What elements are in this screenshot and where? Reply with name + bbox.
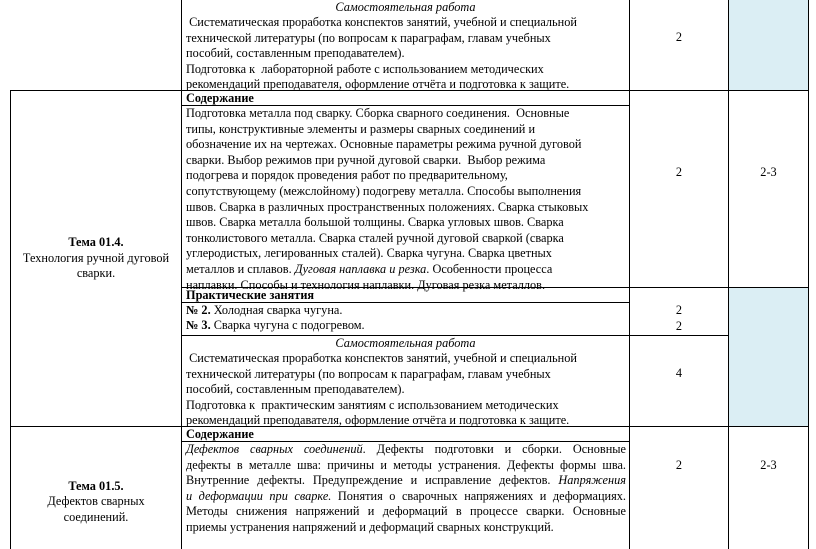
practice-text: Сварка чугуна с подогревом. [210, 318, 365, 332]
self-work-title: Самостоятельная работа [335, 0, 476, 14]
self-work-title: Самостоятельная работа [335, 336, 476, 350]
content-header: Содержание [186, 427, 254, 441]
italic-span: и деформации при сварке. [186, 488, 332, 503]
topic-title-line: сварки. [76, 266, 116, 281]
topic-cell-015 [11, 427, 181, 549]
italic-span: Дефектов сварных соединений [186, 442, 363, 456]
text-line: Подготовка металла под сварку. Сборка сварного соединения. Основные [186, 106, 570, 120]
content-header: Содержание [186, 91, 254, 105]
text-line: Систематическая проработка конспектов занятий, учебной и специальной [186, 15, 577, 29]
text-line: швов. Сварка металла большой толщины. Сварка угловых швов. Сварка [186, 215, 564, 230]
practice-text: Холодная сварка чугуна. [210, 303, 343, 317]
topic-cell-014 [11, 91, 181, 426]
text-line [186, 473, 626, 489]
text-line [186, 442, 626, 458]
text-span: Понятия о сварочных напряжениях и деформациях. [331, 488, 626, 503]
grid-line [181, 0, 182, 549]
italic-span: Напряжения [558, 473, 626, 488]
text-line [186, 262, 628, 278]
text-line: Систематическая проработка конспектов занятий, учебной и специальной [186, 351, 577, 365]
hours-cell [630, 303, 728, 334]
text-line: обозначение их на чертежах. Основные параметры режима ручной дуговой [186, 137, 582, 152]
hours-cell: 2 [675, 165, 683, 179]
text-line: рекомендаций преподавателя, оформление отчёта и подготовка к защите. [186, 77, 570, 92]
text-span: . Дефекты подготовки и сборки. Основные [362, 442, 626, 456]
level-cell: 2-3 [760, 458, 777, 472]
text-line: Подготовка к практическим занятиям с использованием методических [186, 397, 559, 412]
italic-span: Дуговая наплавка и резка [294, 261, 427, 276]
practice-header: Практические занятия [186, 288, 315, 302]
text-span: Внутренние дефекты. Предупреждение и исправление дефектов. [186, 473, 559, 488]
text-line: Подготовка к лабораторной работе с использованием методических [186, 61, 544, 76]
text-span: металлов и сплавов. [186, 261, 295, 276]
self-work-text [186, 351, 628, 429]
text-span: . Особенности процесса [426, 261, 553, 276]
text-line: сопутствующему (межслойному) подогреву металла. Способы выполнения [186, 183, 582, 198]
practice-hours: 2 [675, 303, 683, 317]
practice-number: № 2. [186, 303, 211, 317]
topic-number: Тема 01.5. [68, 478, 124, 493]
text-line: рекомендаций преподавателя, оформление отчёта и подготовка к защите. [186, 413, 570, 428]
text-line: типы, конструктивные элементы и размеры сварных соединений и [186, 121, 536, 136]
level-cell-shaded-2 [729, 287, 808, 426]
level-cell-shaded-1 [729, 0, 808, 90]
content-text [186, 442, 626, 536]
hours-cell: 2 [675, 30, 683, 44]
level-cell: 2-3 [760, 165, 777, 179]
text-line: технической литературы (по вопросам к параграфам, главам учебных [186, 366, 551, 381]
practice-number: № 3. [186, 318, 211, 332]
text-line: подогрева и порядок проведения работ по предварительному, [186, 168, 508, 183]
topic-title-line: соединений. [63, 509, 129, 524]
text-line: сварки. Выбор режимов при ручной дуговой сварки. Выбор режима [186, 152, 546, 167]
topic-number: Тема 01.4. [68, 235, 124, 250]
hours-cell: 4 [675, 366, 683, 380]
grid-line [808, 0, 809, 549]
text-line: тонколистового металла. Сварка сталей ручной дуговой сваркой (сварка [186, 230, 564, 245]
text-line: швов. Сварка в различных пространственных положениях. Сварка стыковых [186, 199, 589, 214]
content-text [186, 106, 628, 293]
self-work-text [186, 15, 628, 93]
topic-title-line: Технология ручной дуговой [22, 250, 170, 265]
practice-item [186, 303, 626, 319]
text-line: технической литературы (по вопросам к параграфам, главам учебных [186, 30, 551, 45]
text-line [186, 489, 626, 505]
topic-title-line: Дефектов сварных [47, 494, 145, 509]
text-line: приемы устранения напряжений и деформаций сварных конструкций. [186, 519, 554, 534]
practice-item [186, 318, 626, 334]
text-line: углеродистых, легированных сталей). Сварка чугуна. Сварка цветных [186, 246, 552, 261]
text-line: наплавки. Способы и технология наплавки. Дуговая резка металлов. [186, 277, 546, 292]
practice-hours: 2 [675, 318, 683, 333]
text-line: дефекты в металле шва: причины и методы устранения. Дефекты формы шва. [186, 457, 626, 472]
text-line: пособий, составленным преподавателем). [186, 46, 405, 61]
text-line: Методы снижения напряжений и деформаций в процессе сварки. Основные [186, 504, 626, 519]
text-line: пособий, составленным преподавателем). [186, 382, 405, 397]
hours-cell: 2 [675, 458, 683, 472]
